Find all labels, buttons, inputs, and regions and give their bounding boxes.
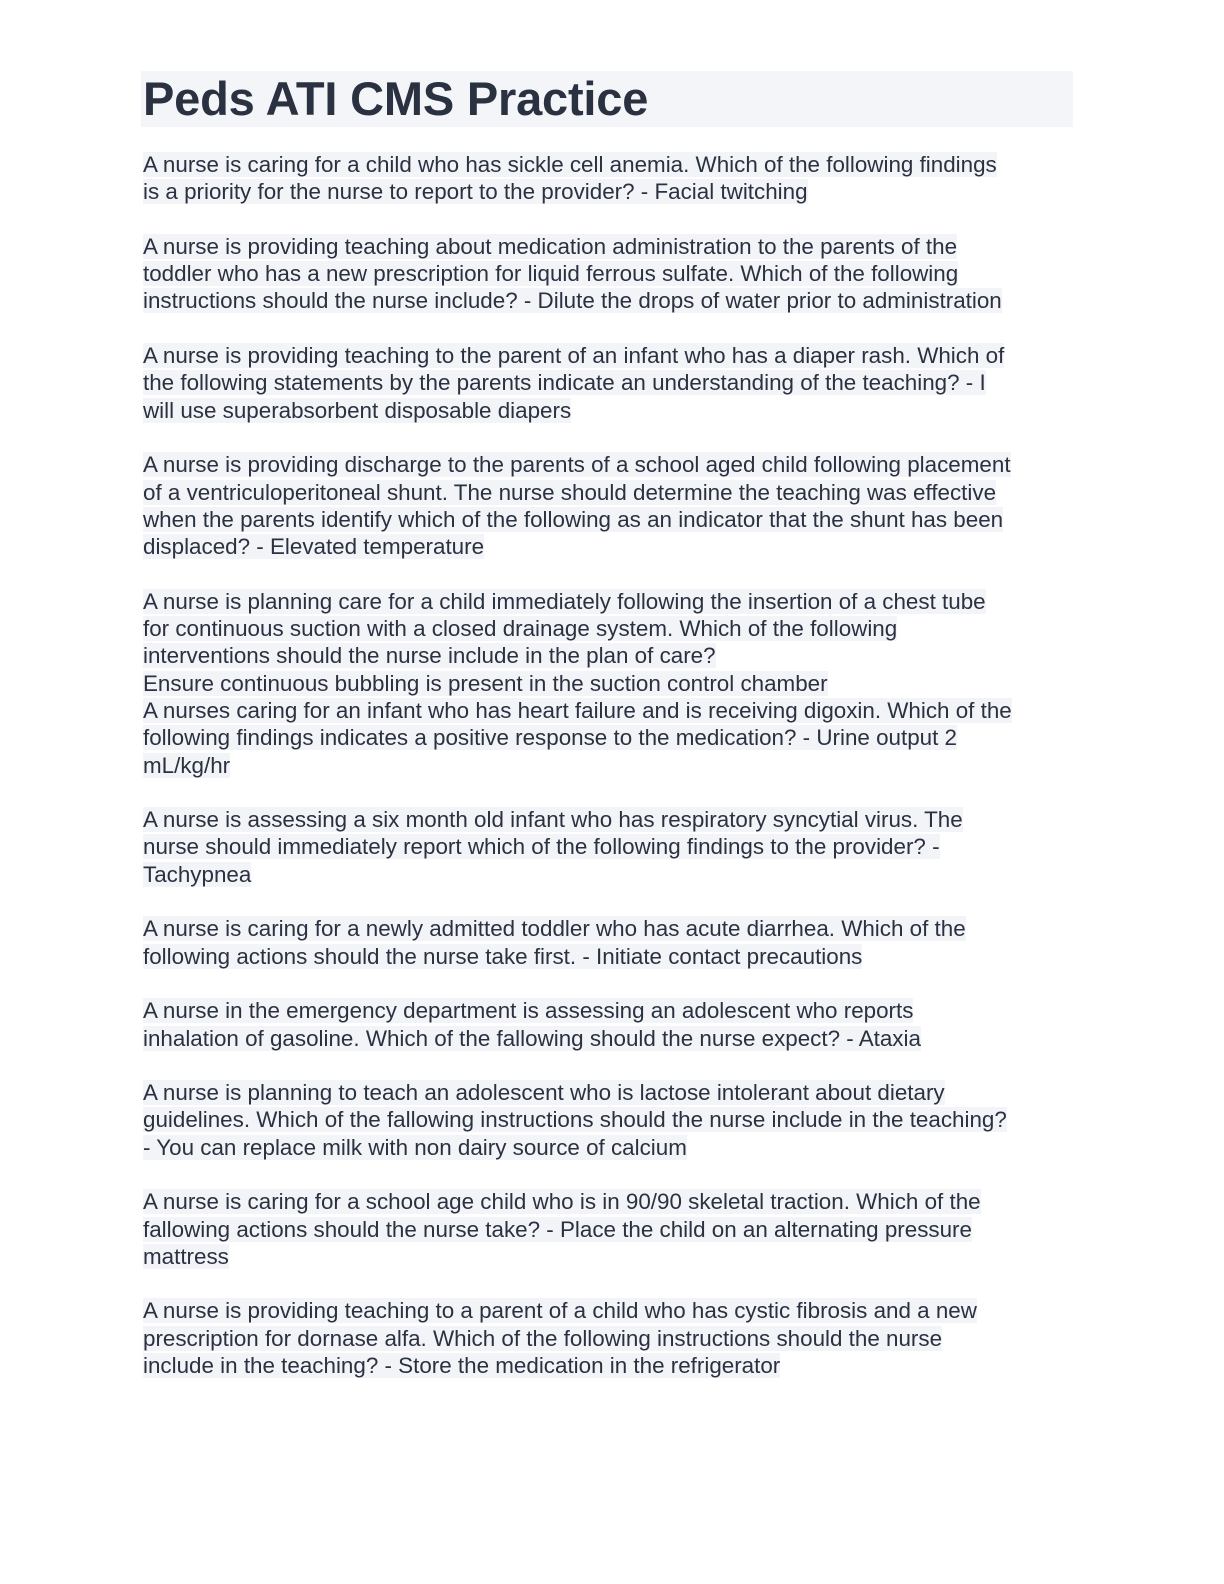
qa-item xyxy=(141,1188,1073,1270)
qa-item xyxy=(141,451,1073,560)
qa-text: A nurse is providing teaching to a parent of a child who has cystic fibrosis and a new prescription for dornase alfa. Which of the following instructions should the nurse include in the teaching? - Store the medication in the refrigerator xyxy=(143,1298,977,1379)
qa-text: A nurse is providing discharge to the parents of a school aged child following placement of a ventriculoperitoneal shunt. The nurse should determine the teaching was effective when the parents identify which of the following as an indicator that the shunt has been displaced? - Elevated temperature xyxy=(143,452,1011,560)
qa-item xyxy=(141,806,1073,888)
qa-text: A nurse is caring for a child who has sickle cell anemia. Which of the following findings is a priority for the nurse to report to the provider? - Facial twitching xyxy=(143,152,997,205)
page-title: Peds ATI CMS Practice xyxy=(143,72,649,125)
document-page xyxy=(141,71,1073,1407)
qa-item xyxy=(141,697,1073,779)
qa-item xyxy=(141,1079,1073,1161)
qa-item xyxy=(141,1297,1073,1379)
title-bar xyxy=(141,71,1073,127)
qa-text: A nurse is caring for a newly admitted toddler who has acute diarrhea. Which of the following actions should the nurse take first. - Initiate contact precautions xyxy=(143,916,966,969)
qa-item xyxy=(141,588,1073,697)
qa-item xyxy=(141,915,1073,970)
qa-text: A nurse is assessing a six month old infant who has respiratory syncytial virus. The nurse should immediately report which of the following findings to the provider? - Tachypnea xyxy=(143,807,963,887)
qa-text: A nurse is caring for a school age child who is in 90/90 skeletal traction. Which of the fallowing actions should the nurse take? - Place the child on an alternating pressure mattress xyxy=(143,1189,981,1269)
qa-text: A nurse is providing teaching about medication administration to the parents of the toddler who has a new prescription for liquid ferrous sulfate. Which of the following instructions should the nurse include? - Dilute the drops of water prior to administration xyxy=(143,233,1002,314)
qa-text: A nurse is providing teaching to the parent of an infant who has a diaper rash. Which of the following statements by the parents indicate an understanding of the teaching? - I will use superabsorbent disposable diapers xyxy=(143,343,1005,423)
qa-text: A nurses caring for an infant who has heart failure and is receiving digoxin. Which of the following findings indicates a positive response to the medication? - Urine output 2 mL/kg/hr xyxy=(143,697,1012,778)
qa-list xyxy=(141,151,1073,1379)
qa-text: A nurse in the emergency department is assessing an adolescent who reports inhalation of gasoline. Which of the fallowing should the nurse expect? - Ataxia xyxy=(143,998,921,1051)
qa-item xyxy=(141,151,1073,206)
qa-text: A nurse is planning care for a child immediately following the insertion of a chest tube for continuous suction with a closed drainage system. Which of the following interventions should the nurse include in the plan of care? Ensure continuous bubbling is present in the suction control chamber xyxy=(143,588,986,696)
qa-item xyxy=(141,233,1073,315)
qa-item xyxy=(141,997,1073,1052)
qa-text: A nurse is planning to teach an adolescent who is lactose intolerant about dietary guidelines. Which of the fallowing instructions should the nurse include in the teaching? - You can replace milk with non dairy source of calcium xyxy=(143,1080,1007,1160)
qa-item xyxy=(141,342,1073,424)
